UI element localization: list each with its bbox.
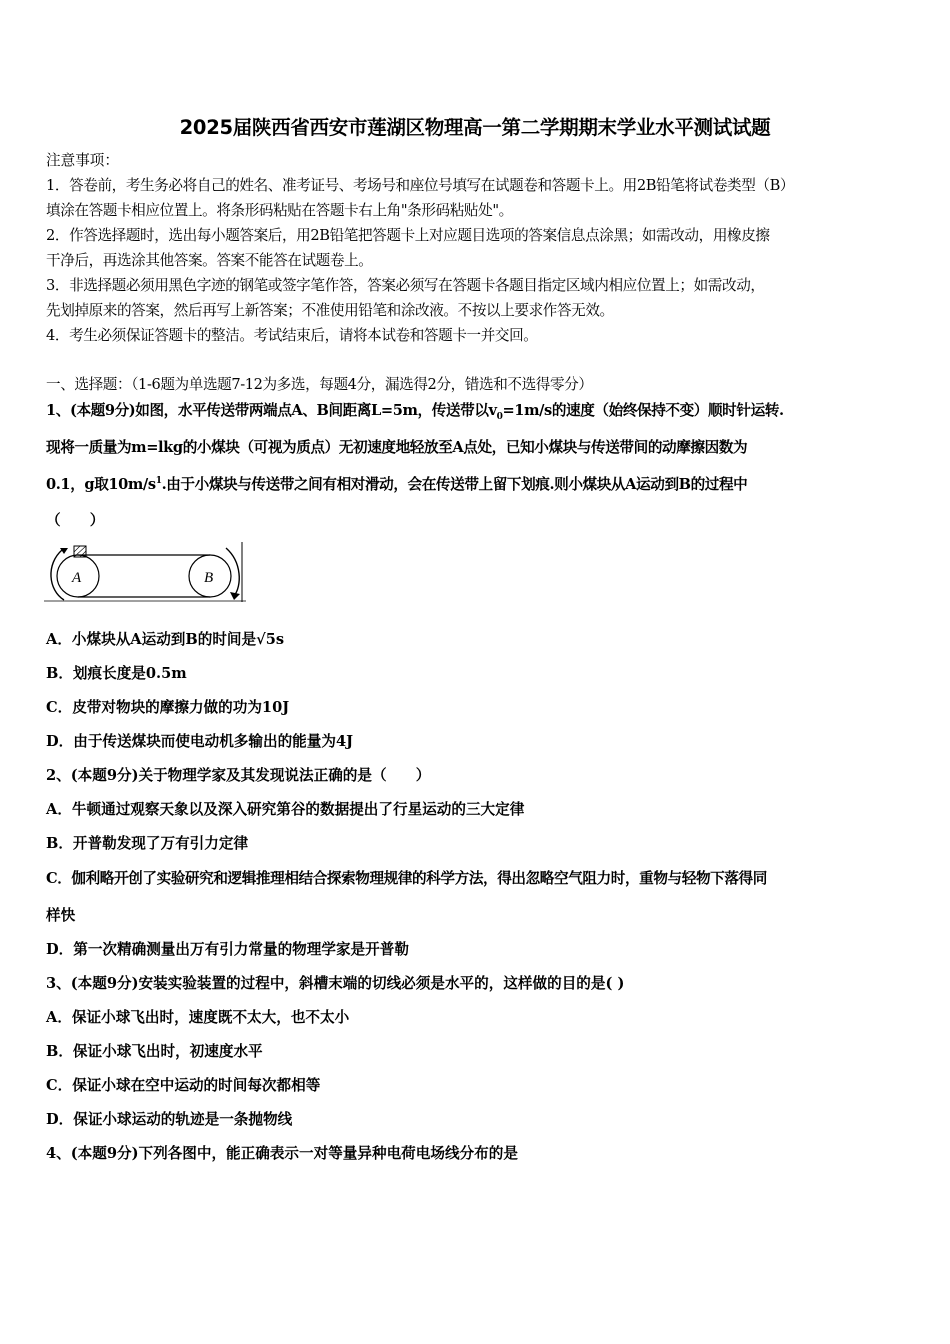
q4-stem: 4、(本题9分)下列各图中，能正确表示一对等量异种电荷电场线分布的是 — [46, 1145, 518, 1162]
q3-option-a: A．保证小球飞出时，速度既不太大，也不太小 — [46, 1009, 350, 1026]
q1-answer-blank: （ ） — [46, 512, 105, 529]
notice-line: 干净后，再选涂其他答案。答案不能答在试题卷上。 — [46, 252, 373, 269]
q3-option-b: B．保证小球飞出时，初速度水平 — [46, 1043, 263, 1060]
section-heading: 一、选择题：（1-6题为单选题7-12为多选，每题4分，漏选得2分，错选和不选得零分） — [46, 376, 593, 393]
notice-line: 1．答卷前，考生务必将自己的姓名、准考证号、考场号和座位号填写在试题卷和答题卡上。用2B铅笔将试卷类型（B） — [46, 177, 795, 194]
q1-option-c: C．皮带对物块的摩擦力做的功为10J — [46, 699, 290, 716]
q2-option-d: D．第一次精确测量出万有引力常量的物理学家是开普勒 — [46, 941, 409, 958]
notice-line: 2．作答选择题时，选出每小题答案后，用2B铅笔把答题卡上对应题目选项的答案信息点涂黑；如需改动，用橡皮擦 — [46, 227, 770, 244]
notice-line: 3．非选择题必须用黑色字迹的钢笔或签字笔作答，答案必须写在答题卡各题目指定区域内相应位置上；如需改动， — [46, 277, 765, 294]
q2-option-c: C．伽利略开创了实验研究和逻辑推理相结合探索物理规律的科学方法，得出忽略空气阻力时，重物与轻物下落得同 — [46, 870, 767, 887]
q2-stem: 2、(本题9分)关于物理学家及其发现说法正确的是（ ） — [46, 767, 431, 784]
q1-option-a: A．小煤块从A运动到B的时间是√5s — [46, 631, 285, 648]
q1-stem-line1: 1、(本题9分)如图，水平传送带两端点A、B间距离L=5m，传送带以$v_0=1m/s$的速度（始终保持不变）顺时针运转. — [46, 402, 784, 422]
notice-line: 4．考生必须保证答题卡的整洁。考试结束后，请将本试卷和答题卡一并交回。 — [46, 327, 538, 344]
conveyor-belt-figure — [44, 542, 246, 602]
q3-option-c: C．保证小球在空中运动的时间每次都相等 — [46, 1077, 321, 1094]
notice-line: 先划掉原来的答案，然后再写上新答案；不准使用铅笔和涂改液。不按以上要求作答无效。 — [46, 302, 614, 319]
q2-option-a: A．牛顿通过观察天象以及深入研究第谷的数据提出了行星运动的三大定律 — [46, 801, 525, 818]
page-title: 2025届陕西省西安市莲湖区物理高一第二学期期末学业水平测试试题 — [179, 116, 771, 139]
notice-heading: 注意事项： — [46, 152, 119, 169]
q1-stem-line3: 0.1，g取$10m/s^1$.由于小煤块与传送带之间有相对滑动，会在传送带上留下划痕.则小煤块从A运动到B的过程中 — [46, 476, 748, 493]
rotation-arrow-right — [226, 548, 239, 596]
q1-stem-line2: 现将一质量为m=lkg的小煤块（可视为质点）无初速度地轻放至A点处，已知小煤块与传送带间的动摩擦因数为 — [46, 439, 748, 456]
label-b: B — [204, 570, 214, 586]
q1-option-b: B．划痕长度是0.5m — [46, 665, 187, 682]
q3-option-d: D．保证小球运动的轨迹是一条抛物线 — [46, 1111, 293, 1128]
q2-option-b: B．开普勒发现了万有引力定律 — [46, 835, 249, 852]
q1-option-d: D．由于传送煤块而使电动机多输出的能量为4J — [46, 733, 353, 750]
notice-line: 填涂在答题卡相应位置上。将条形码粘贴在答题卡右上角"条形码粘贴处"。 — [46, 202, 513, 219]
q3-stem: 3、(本题9分)安装实验装置的过程中，斜槽末端的切线必须是水平的，这样做的目的是( ) — [46, 975, 625, 992]
q2-option-c-cont: 样快 — [46, 907, 76, 924]
arrowhead-icon — [230, 592, 240, 600]
label-a: A — [72, 570, 82, 586]
